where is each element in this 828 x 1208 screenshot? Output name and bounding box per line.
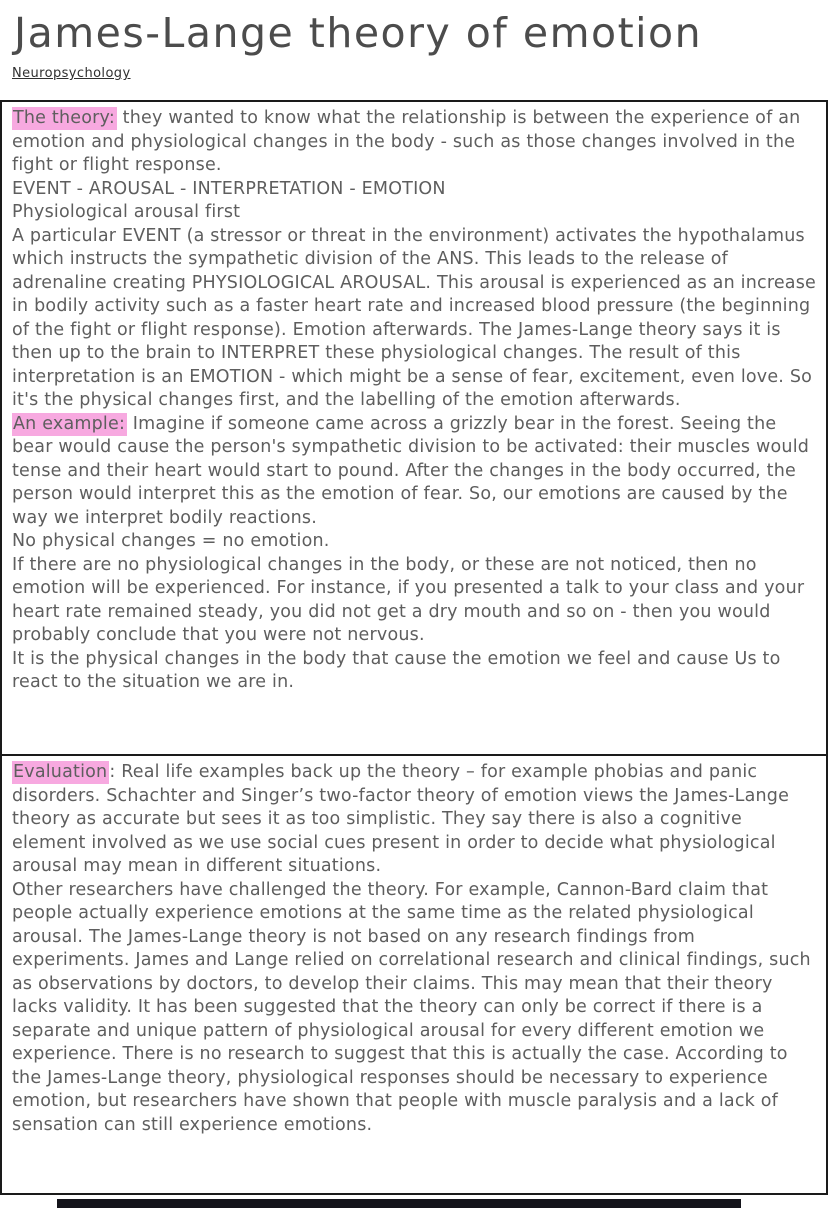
highlight-evaluation: Evaluation [13,762,108,782]
highlight-the-theory: The theory: [13,108,115,128]
paragraph-theory-detail: A particular EVENT (a stressor or threat in the environment) activates the hypothalamus which instructs the sympathetic division of the ANS. This leads to the release of adrenaline creating PHYSIOLOGICAL AROUSAL. This arousal is experienced as an increase in bodily activity such as a faster heart rate and increased blood pressure (the beginning of the fight or flight response). Emotion afterwards. The James-Lange theory says it is then up to the brain to INTERPRET these physiological changes. The result of this interpretation is an EMOTION - which might be a sense of fear, excitement, even love. So it's the physical changes first, and the labelling of the emotion afterwards. [12,225,817,410]
paragraph-evaluation-intro [12,761,816,879]
next-card-preview [57,1199,741,1208]
document-header [0,0,828,100]
paragraph-text: : Real life examples back up the theory – for example phobias and panic disorders. Schachter and Singer’s two-factor theory of emotion views the James-Lange theory as accurate but sees it as too simplistic. They say there is also a cognitive element involved as we use social cues present in order to decide what physiological arousal may mean in different situations. [12,762,790,876]
paragraph-conclusion: It is the physical changes in the body that cause the emotion we feel and cause Us to react to the situation we are in. [12,648,781,692]
paragraph-no-changes: No physical changes = no emotion. [12,531,330,551]
page-title: James-Lange theory of emotion [14,9,703,57]
paragraph-event-chain: EVENT - AROUSAL - INTERPRETATION - EMOTION [12,178,446,199]
highlight-an-example: An example: [13,413,126,434]
paragraph-text: they wanted to know what the relationship is between the experience of an emotion and physiological changes in the body - such as those changes involved in the fight or flight response. [12,108,801,175]
paragraph-theory-intro [12,107,816,178]
paragraph-evaluation-challenges: Other researchers have challenged the theory. For example, Cannon-Bard claim that people actually experience emotions at the same time as the related physiological arousal. The James-Lange theory is not based on any research findings from experiments. James and Lange relied on correlational research and clinical findings, such as observations by doctors, to develop their claims. This may mean that their theory lacks validity. It has been suggested that the theory can only be correct if there is a separate and unique pattern of physiological arousal for every different emotion we experience. There is no research to suggest that this is actually the case. According to the James-Lange theory, physiological responses should be necessary to experience emotion, but researchers have shown that people with muscle paralysis and a lack of sensation can still experience emotions. [12,879,811,1135]
paragraph-no-emotion-detail: If there are no physiological changes in the body, or these are not noticed, then no emotion will be experienced. For instance, if you presented a talk to your class and your heart rate remained steady, you did not get a dry mouth and so on - then you would probably conclude that you were not nervous. [12,554,805,645]
paragraph-example [12,413,816,531]
paragraph-text: Imagine if someone came across a grizzly bear in the forest. Seeing the bear would cause the person's sympathetic division to be activated: their muscles would tense and their heart would start to pound. After the changes in the body occurred, the person would interpret this as the emotion of fear. So, our emotions are caused by the way we interpret bodily reactions. [12,413,810,528]
evaluation-card [0,754,828,1195]
theory-card [0,100,828,756]
subject-tag[interactable]: Neuropsychology [12,66,131,82]
paragraph-arousal-first: Physiological arousal first [12,202,241,222]
